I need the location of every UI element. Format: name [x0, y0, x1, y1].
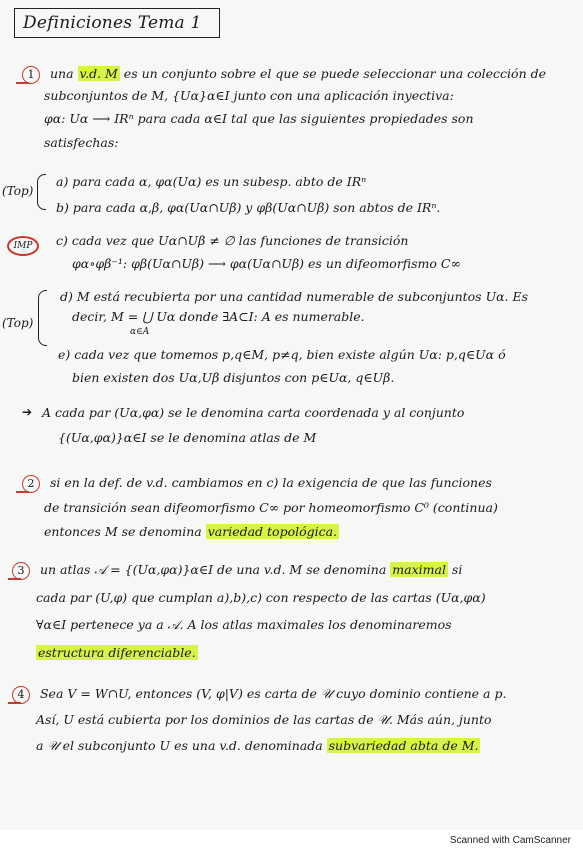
sub-c: c) cada vez que Uα∩Uβ ≠ ∅ las funciones de transición [56, 233, 409, 248]
sub-c-2: φα∘φβ⁻¹: φβ(Uα∩Uβ) ⟶ φα(Uα∩Uβ) es un difeomorfismo C∞ [72, 256, 461, 271]
item-number-3: 3 [12, 562, 30, 580]
red-mark-1 [16, 82, 29, 84]
item-4-text-1: Sea V = W∩U, entonces (V, φ|V) es carta de 𝒰 cuyo dominio contiene a p. [39, 686, 507, 701]
item-3-line-2: cada par (U,φ) que cumplan a),b),c) con respecto de las cartas (Uα,φα) [36, 590, 486, 605]
sub-d-2: decir, M = ⋃ Uα donde ∃A⊂I: A es numerable. [72, 309, 365, 324]
camscanner-footer: Scanned with CamScanner [449, 835, 571, 846]
page-title: Definiciones Tema 1 [14, 8, 220, 38]
top-tag-1: (Top) [2, 184, 34, 198]
item-3-line-4 [36, 645, 198, 661]
red-mark-2 [16, 491, 29, 493]
sub-e-2: bien existen dos Uα,Uβ disjuntos con p∈Uα, q∈Uβ. [72, 370, 395, 385]
item-2-text-1: si en la def. de v.d. cambiamos en c) la exigencia de que las funciones [49, 475, 492, 490]
item-4-line-1 [12, 686, 506, 704]
arrow-icon: ➔ [22, 405, 33, 419]
item-3-line-3: ∀α∈I pertenece ya a 𝒜. A los atlas maximales los denominaremos [36, 617, 452, 632]
item-number-4: 4 [12, 686, 30, 704]
red-mark-3 [8, 578, 21, 580]
item-1-line-4: satisfechas: [44, 135, 119, 150]
item-3-line-1 [12, 562, 462, 580]
item-2-line-1 [22, 475, 492, 493]
red-mark-4 [8, 702, 21, 704]
item-4-line-3: a 𝒰 el subconjunto U es una v.d. denominada subvariedad abta de M. [36, 738, 479, 753]
item-3-text-1: un atlas 𝒜 = {(Uα,φα)}α∈I de una v.d. M se denomina maximal si [39, 562, 463, 577]
item-1-line-3: φα: Uα ⟶ IRⁿ para cada α∈I tal que las siguientes propiedades son [44, 111, 474, 126]
sub-d-index: α∈A [130, 327, 150, 337]
top-tag-2: (Top) [2, 316, 34, 330]
highlight-maximal: maximal [392, 562, 446, 577]
item-2-line-2: de transición sean difeomorfismo C∞ por homeomorfismo C⁰ (continua) [44, 500, 498, 515]
brace-1 [37, 174, 46, 210]
carta-line-1: A cada par (Uα,φα) se le denomina carta coordenada y al conjunto [42, 405, 465, 420]
item-4-line-2: Así, U está cubierta por los dominios de las cartas de 𝒰. Más aún, junto [36, 712, 492, 727]
highlight-estructura-diferenciable: estructura diferenciable. [38, 645, 196, 660]
brace-2 [38, 290, 47, 346]
item-number-2: 2 [22, 475, 40, 493]
highlight-vd-m: v.d. M [79, 66, 118, 81]
carta-line-2: {(Uα,φα)}α∈I se le denomina atlas de M [58, 430, 317, 445]
item-1-line-2: subconjuntos de M, {Uα}α∈I junto con una aplicación inyectiva: [44, 88, 454, 103]
sub-d: d) M está recubierta por una cantidad numerable de subconjuntos Uα. Es [60, 289, 529, 304]
item-1-line-1 [22, 66, 546, 84]
item-number-1: 1 [22, 66, 40, 84]
sub-e: e) cada vez que tomemos p,q∈M, p≠q, bien existe algún Uα: p,q∈Uα ó [58, 347, 506, 362]
highlight-variedad-topologica: variedad topológica. [207, 524, 338, 539]
sub-a: a) para cada α, φα(Uα) es un subesp. abto de IRⁿ [56, 174, 367, 189]
highlight-subvariedad: subvariedad abta de M. [328, 738, 479, 753]
item-2-line-3: entonces M se denomina variedad topológica. [44, 524, 338, 539]
sub-b: b) para cada α,β, φα(Uα∩Uβ) y φβ(Uα∩Uβ) son abtos de IRⁿ. [56, 200, 441, 215]
imp-tag: IMP [7, 236, 39, 256]
item-1-text-1: una v.d. M es un conjunto sobre el que se puede seleccionar una colección de [49, 66, 547, 81]
